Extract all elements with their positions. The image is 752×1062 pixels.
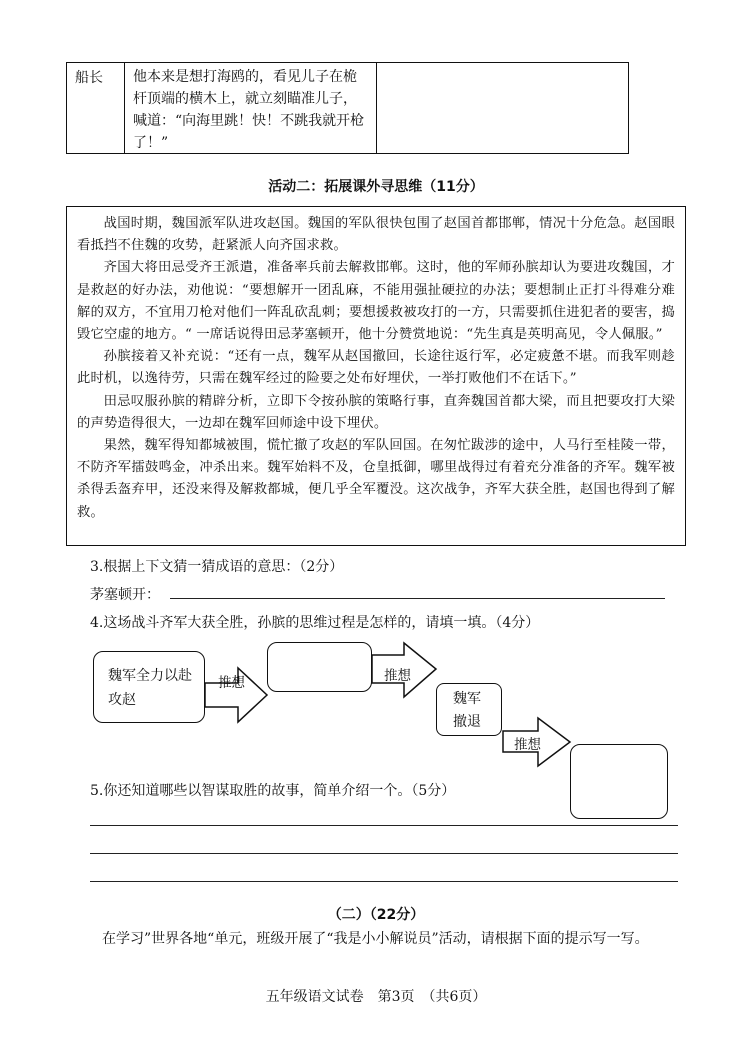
flow-box-2-blank[interactable] xyxy=(267,642,372,692)
arrow-1-label: 推想 xyxy=(218,675,245,691)
flow-box-4-blank[interactable] xyxy=(570,744,668,819)
arrow-2-label: 推想 xyxy=(384,668,411,684)
story-paragraph: 孙膑接着又补充说：“还有一点，魏军从赵国撤回，长途往返行军，必定疲惫不堪。而我军则趁此时机，以逸待劳，只需在魏军经过的险要之处布好埋伏，一举打败他们不在话下。” xyxy=(77,349,675,387)
story-paragraph: 战国时期，魏国派军队进攻赵国。魏国的军队很快包围了赵国首都邯郸，情况十分危急。赵国眼看抵挡不住魏的攻势，赶紧派人向齐国求救。 xyxy=(77,216,675,254)
question-3: 3.根据上下文猜一猜成语的意思：（2分） xyxy=(90,559,344,575)
flow-box-3 xyxy=(436,683,502,736)
table-role: 船长 xyxy=(75,70,103,86)
story-paragraph: 田忌叹服孙膑的精辟分析，立即下令按孙膑的策略行事，直奔魏国首都大梁，而且把要攻打大梁的声势造得很大，一边却在魏军回师途中设下埋伏。 xyxy=(77,393,675,431)
answer-line[interactable] xyxy=(90,825,678,826)
flow-box-3-text: 魏军撤退 xyxy=(453,691,481,730)
flow-box-1 xyxy=(93,651,205,723)
section-2-intro: 在学习”世界各地“单元，班级开展了“我是小小解说员”活动，请根据下面的提示写一写。 xyxy=(102,931,649,947)
arrow-3-label: 推想 xyxy=(514,737,541,753)
flow-box-1-text: 魏军全力以赴攻赵 xyxy=(108,668,192,708)
question-4: 4.这场战斗齐军大获全胜，孙膑的思维过程是怎样的，请填一填。（4分） xyxy=(90,615,540,631)
idiom-label: 茅塞顿开： xyxy=(90,587,160,603)
question-5: 5.你还知道哪些以智谋取胜的故事，简单介绍一个。（5分） xyxy=(90,783,456,799)
answer-line[interactable] xyxy=(90,853,678,854)
story-paragraph: 齐国大将田忌受齐王派遣，准备率兵前去解救邯郸。这时，他的军师孙膑却认为要进攻魏国，才是救赵的好办法，劝他说：“要想解开一团乱麻，不能用强扯硬拉的办法；要想制止正打斗得难分难解的双方，不宜用刀枪对他们一阵乱砍乱刺；要想援救被攻打的一方，只需要抓住进犯者的要害，捣毁它空虚的地方。“ 一席话说得田忌茅塞顿开，他十分赞赏地说：“先生真是英明高见，令人佩服。” xyxy=(77,260,675,343)
story-paragraph: 果然，魏军得知都城被围，慌忙撤了攻赵的军队回国。在匆忙跋涉的途中，人马行至桂陵一带，不防齐军擂鼓鸣金，冲杀出来。魏军始料不及，仓皇抵御，哪里战得过有着充分准备的齐军。魏军被杀得丢盔弃甲，还没来得及解救都城，便几乎全军覆没。这次战争，齐军大获全胜，赵国也得到了解救。 xyxy=(77,438,675,520)
answer-line[interactable] xyxy=(90,881,678,882)
page-footer: 五年级语文试卷 第3页 （共6页） xyxy=(265,989,487,1005)
section-2-title: （二）（22分） xyxy=(327,907,425,923)
activity2-title: 活动二：拓展课外寻思维（11分） xyxy=(268,179,484,195)
table-text: 他本来是想打海鸥的，看见儿子在桅杆顶端的横木上，就立刻瞄准儿子，喊道：“向海里跳！快！不跳我就开枪了！” xyxy=(133,69,365,151)
